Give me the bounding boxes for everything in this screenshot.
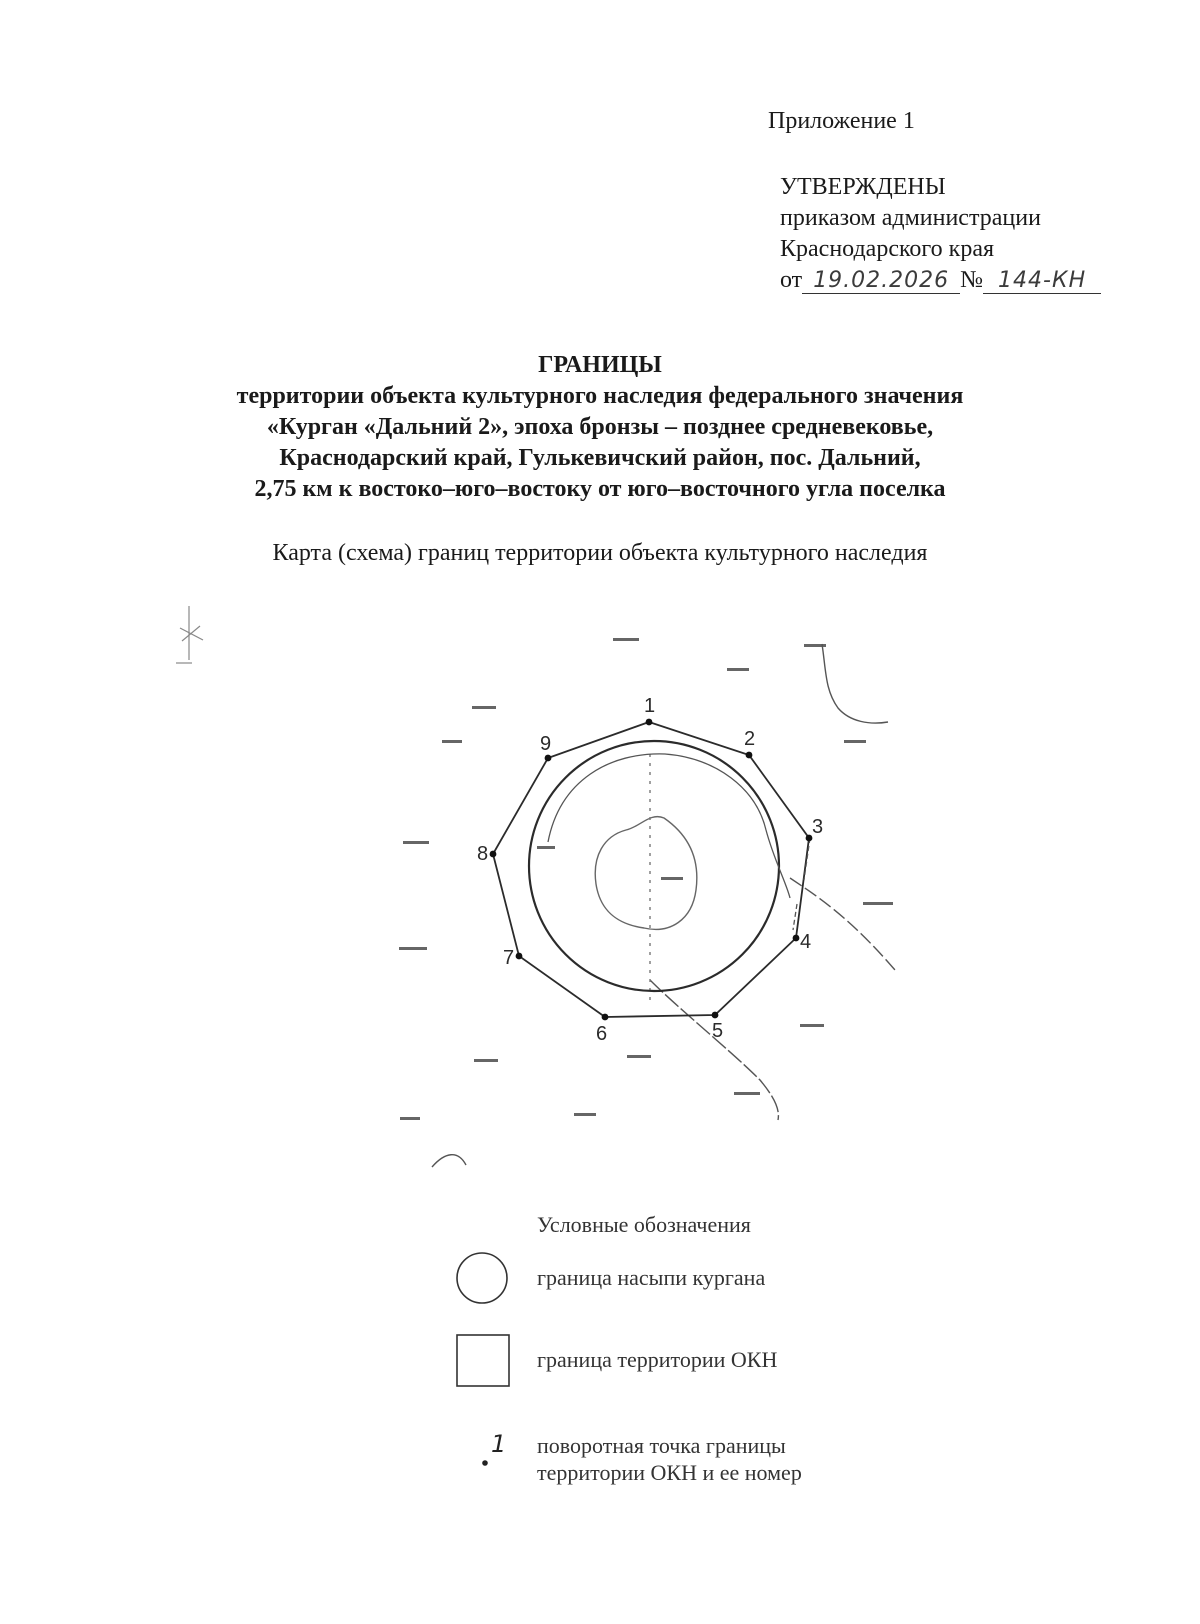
elevation-mark (442, 740, 462, 743)
okn-boundary (493, 722, 812, 1017)
number-sign: № (960, 267, 984, 293)
approved-by-order: приказом администрации (780, 205, 1041, 231)
boundary-point-1 (646, 719, 653, 726)
boundary-point-label: 7 (503, 947, 515, 969)
title-line-1: ГРАНИЦЫ (538, 352, 662, 378)
boundary-point-8 (490, 851, 497, 858)
north-arrow-icon (176, 606, 203, 663)
approved-heading: УТВЕРЖДЕНЫ (780, 174, 946, 200)
order-number: 144-КН (998, 268, 1087, 293)
legend-title: Условные обозначения (537, 1212, 751, 1237)
elevation-mark (613, 638, 639, 641)
legend-point-icon (482, 1460, 488, 1466)
elevation-mark (574, 1113, 596, 1116)
legend-circle-icon (457, 1253, 507, 1303)
terrain-lines (432, 644, 895, 1167)
elevation-mark (863, 902, 893, 905)
terrain-line (650, 980, 778, 1120)
title-line-4: Краснодарский край, Гулькевичский район, пос. Дальний, (279, 445, 921, 471)
boundary-point-5 (712, 1012, 719, 1019)
elevation-mark (474, 1059, 498, 1062)
boundary-point-9 (545, 755, 552, 762)
boundary-point-label: 6 (596, 1023, 608, 1045)
legend-point-number: 1 (491, 1430, 507, 1458)
order-date: 19.02.2026 (813, 268, 950, 293)
legend-item-point-line1: поворотная точка границы (537, 1433, 786, 1458)
elevation-mark (844, 740, 866, 743)
legend-item-mound: граница насыпи кургана (537, 1265, 766, 1290)
boundary-points (490, 719, 813, 1021)
boundary-point-2 (746, 752, 753, 759)
terrain-line (790, 878, 895, 970)
elevation-mark (400, 1117, 420, 1120)
title-line-5: 2,75 км к востоко–юго–востоку от юго–восточного угла поселка (254, 476, 946, 502)
appendix-label: Приложение 1 (768, 108, 915, 134)
boundary-point-label: 1 (644, 695, 656, 717)
date-prefix: от (780, 267, 803, 293)
boundary-point-6 (602, 1014, 609, 1021)
elevation-mark (734, 1092, 760, 1095)
elevation-mark (537, 846, 555, 849)
terrain-line (822, 644, 888, 723)
map-caption: Карта (схема) границ территории объекта культурного наследия (272, 540, 928, 566)
boundary-point-4 (793, 935, 800, 942)
elevation-mark (727, 668, 749, 671)
mound-boundary (529, 741, 790, 991)
elevation-mark (399, 947, 427, 950)
boundary-point-label: 8 (477, 843, 489, 865)
elevation-mark (627, 1055, 651, 1058)
legend-item-territory: граница территории ОКН (537, 1347, 778, 1372)
legend-square-icon (457, 1335, 509, 1386)
boundary-point-label: 4 (800, 931, 812, 953)
elevation-mark (800, 1024, 824, 1027)
title-line-3: «Курган «Дальний 2», эпоха бронзы – позднее средневековье, (266, 414, 934, 440)
boundary-point-7 (516, 953, 523, 960)
elevation-mark (661, 877, 683, 880)
terrain-line (432, 1155, 466, 1167)
elevation-mark (403, 841, 429, 844)
boundary-point-label: 3 (812, 816, 824, 838)
title-line-2: территории объекта культурного наследия федерального значения (236, 383, 964, 409)
boundary-point-label: 9 (540, 733, 552, 755)
legend-item-point-line2: территории ОКН и ее номер (537, 1460, 802, 1485)
legend-item-point (537, 1432, 802, 1486)
approved-region: Краснодарского края (780, 236, 995, 262)
elevation-mark (472, 706, 496, 709)
boundary-point-label: 2 (744, 728, 756, 750)
boundary-point-label: 5 (712, 1020, 724, 1042)
mound-contour (595, 817, 697, 930)
